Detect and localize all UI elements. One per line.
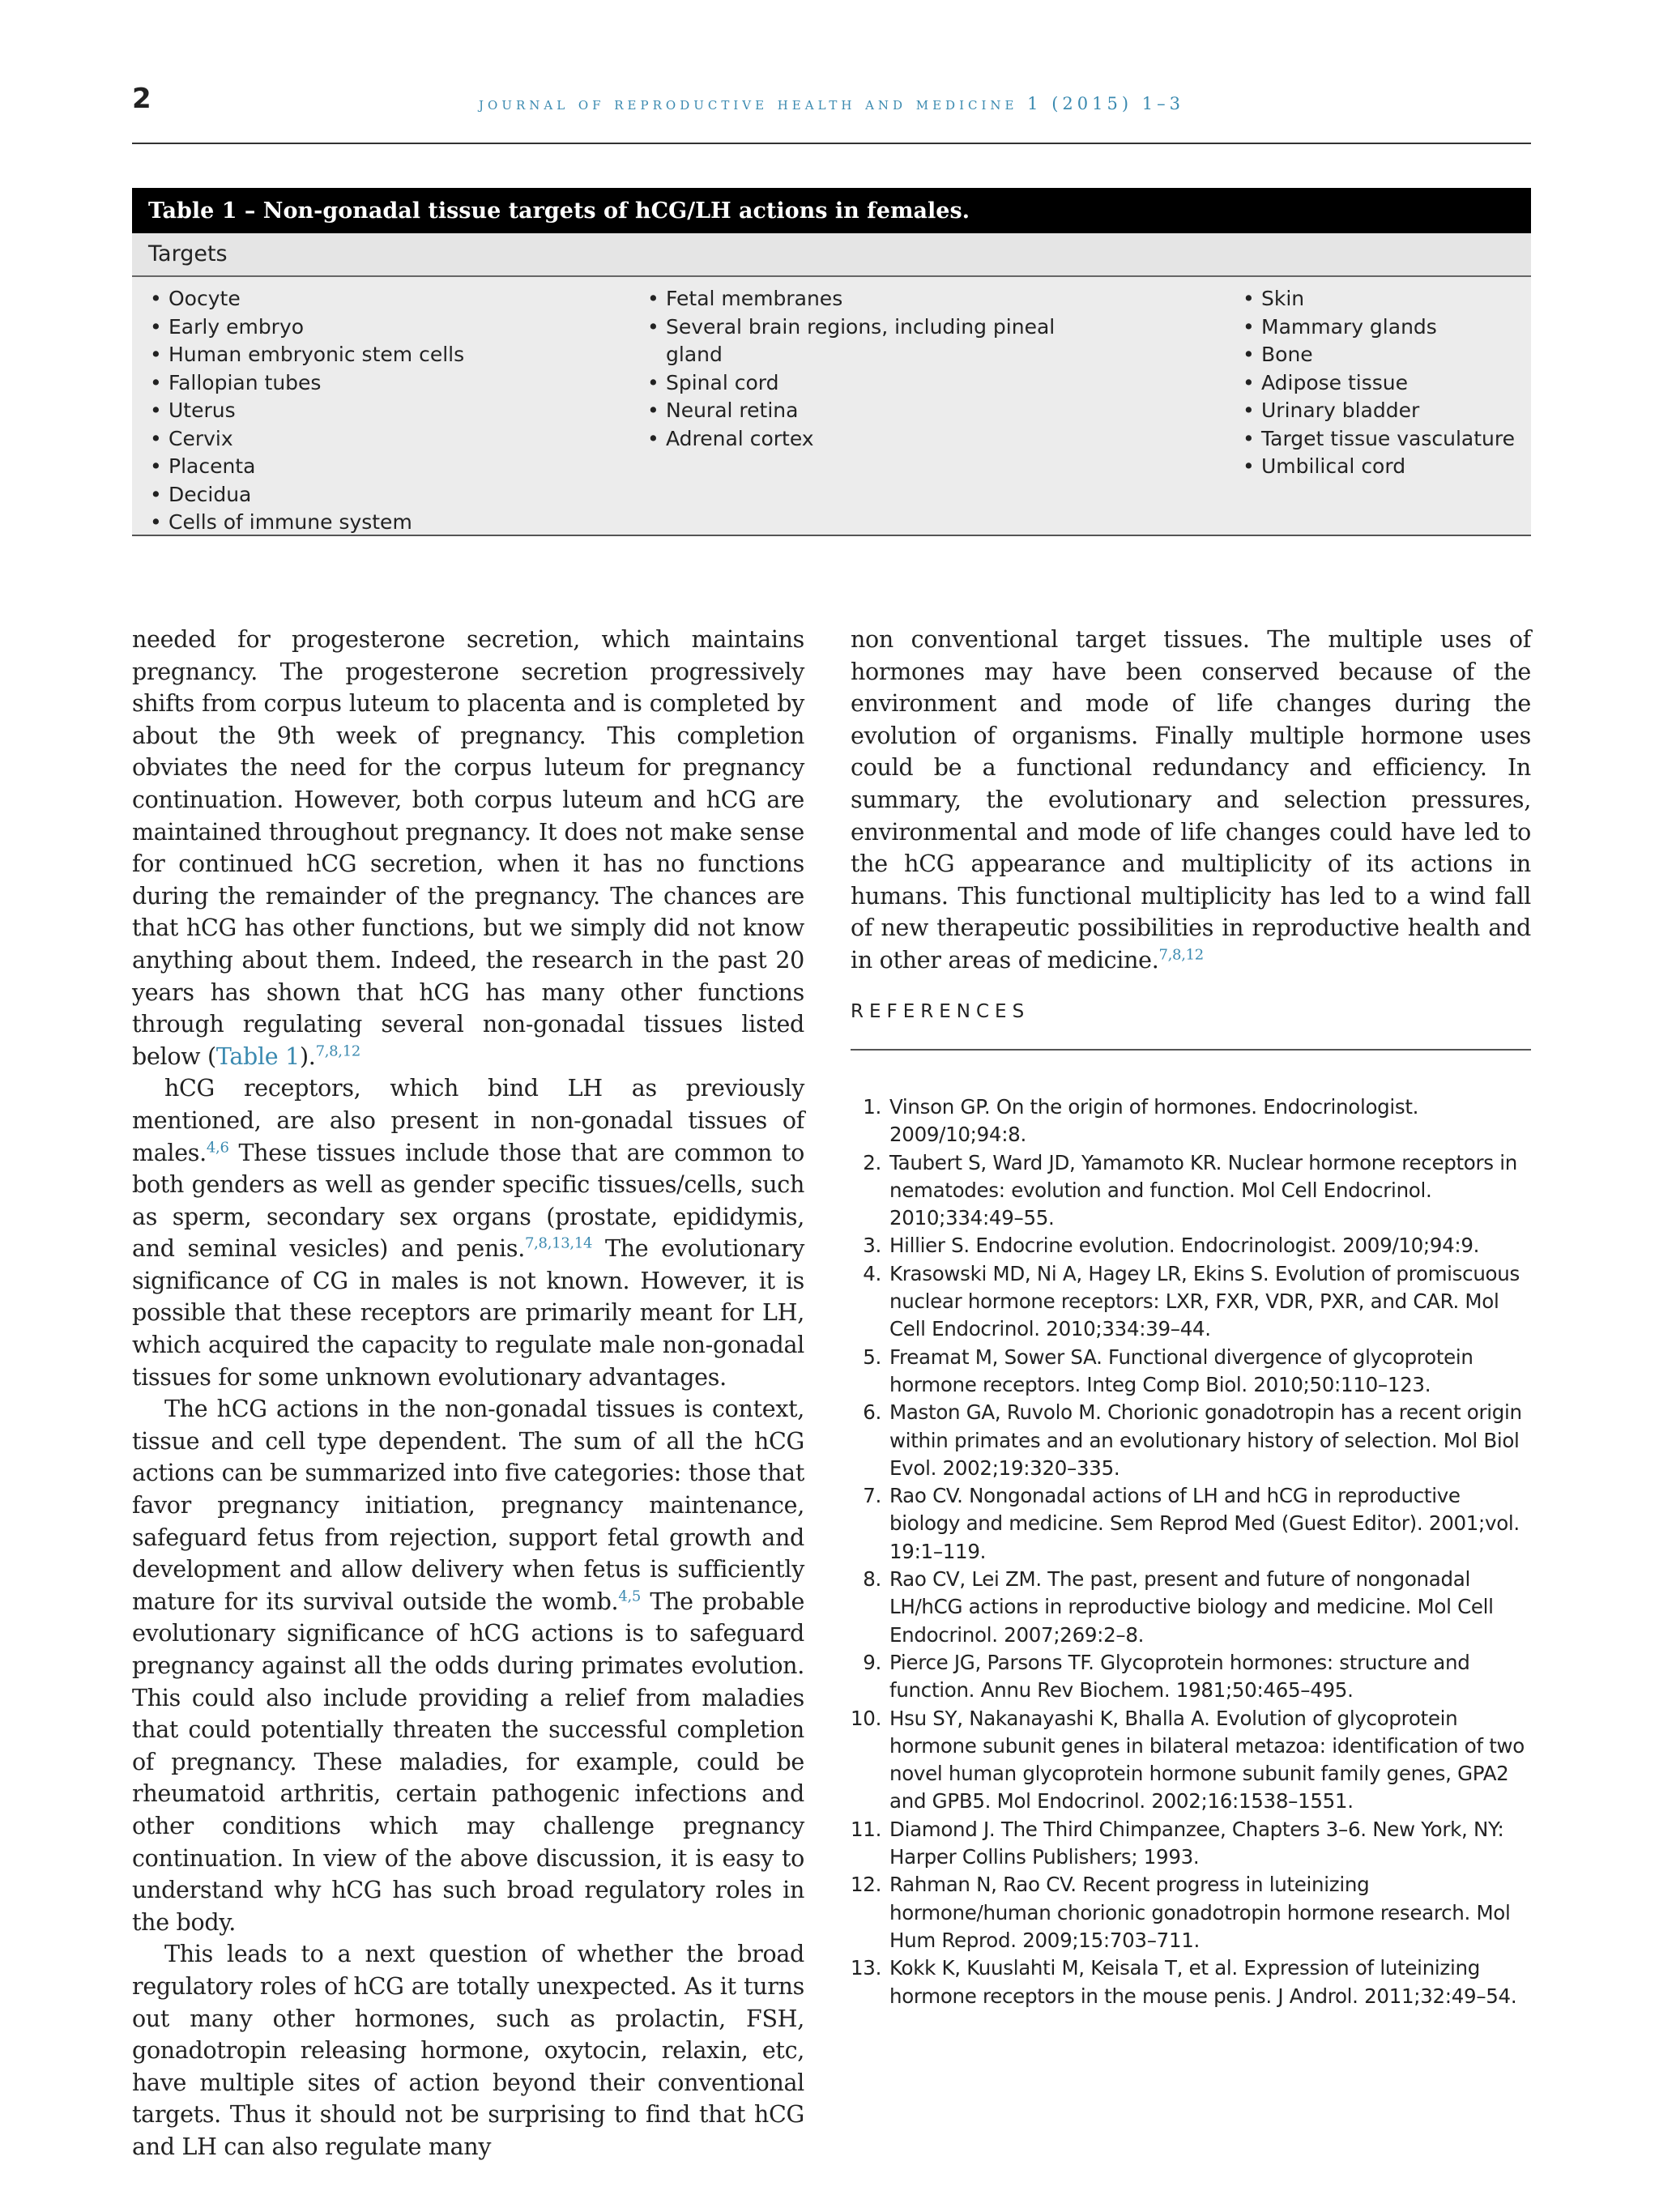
paragraph (132, 624, 804, 1072)
reference-number: 7. (863, 1484, 881, 1508)
references-rule (851, 1049, 1531, 1051)
reference-text: Krasowski MD, Ni A, Hagey LR, Ekins S. Evolution of promiscuous nuclear hormone receptors: LXR, FXR, VDR, PXR, and CAR. Mol Cell Endocrinol. 2010;334:39–44. (889, 1261, 1520, 1341)
list-item: • Adipose tissue (1241, 369, 1525, 398)
reference-number: 3. (863, 1234, 881, 1258)
citation-link[interactable]: 7,8,13,14 (524, 1234, 593, 1252)
text-run: non conventional target tissues. The multiple uses of hormones may have been conserved because of the environment and mode of life changes during the evolution of organisms. Finally multiple hormone uses could be a functional redundancy and efficiency. In summary, the evolutionary and selection pressures, environmental and mode of life changes could have led to the hCG appearance and multiplicity of its actions in humans. This functional multiplicity has led to a wind fall of new therapeutic possibilities in reproductive health and in other areas of medicine. (851, 626, 1531, 974)
text-run: The probable evolutionary significance of hCG actions is to safeguard pregnancy against all the odds during primates evolution. This could also include providing a relief from maladies that could potentially threaten the successful completion of pregnancy. These maladies, for example, could be rheumatoid arthritis, certain pathogenic infections and other conditions which may challenge pregnancy continuation. In view of the above discussion, it is easy to understand why hCG has such broad regulatory roles in the body. (132, 1588, 805, 1936)
text-run: hCG receptors, which bind LH as previously mentioned, are also present in non-gonadal tissues of males. (132, 1075, 804, 1166)
paragraph (132, 1072, 804, 1393)
references-heading: REFERENCES (851, 1001, 1030, 1022)
reference-list (851, 1093, 1531, 2010)
citation-link[interactable]: 7,8,12 (315, 1042, 361, 1060)
reference-item (851, 1816, 1531, 1872)
reference-item (851, 1399, 1531, 1482)
reference-text: Rao CV. Nongonadal actions of LH and hCG in reproductive biology and medicine. Sem Reprod Med (Guest Editor). 2001;vol. 19:1–119. (889, 1484, 1520, 1563)
reference-number: 10. (851, 1706, 882, 1730)
table-column-3 (1241, 285, 1525, 481)
reference-item (851, 1566, 1531, 1649)
citation-link[interactable]: 7,8,12 (1158, 946, 1204, 964)
reference-text: Hsu SY, Nakanayashi K, Bhalla A. Evolution of glycoprotein hormone subunit genes in bilateral metazoa: identification of two novel human glycoprotein hormone subunit family genes, GPA2 and GPB5. Mol Endocrinol. 2002;16:1538–1551. (889, 1706, 1525, 1813)
text-run: The hCG actions in the non-gonadal tissues is context, tissue and cell type dependent. The sum of all the hCG actions can be summarized into five categories: those that favor pregnancy initiation, pregnancy maintenance, safeguard fetus from rejection, support fetal growth and development and allow delivery when fetus is sufficiently mature for its survival outside the womb. (132, 1396, 804, 1615)
reference-number: 1. (863, 1095, 881, 1119)
text-run: needed for progesterone secretion, which maintains pregnancy. The progesterone secretion progressively shifts from corpus luteum to placenta and is completed by about the 9th week of pregnancy. This completion obviates the need for the corpus luteum for pregnancy continuation. However, both corpus luteum and hCG are maintained throughout pregnancy. It does not make sense for continued hCG secretion, when it has no functions during the remainder of the pregnancy. The chances are that hCG has other functions, but we simply did not know anything about them. Indeed, the research in the past 20 years has shown that hCG has many other functions through regulating several non-gonadal tissues listed below ( (132, 626, 804, 1070)
reference-number: 6. (863, 1400, 881, 1425)
reference-number: 12. (851, 1873, 882, 1897)
list-item: • Adrenal cortex (646, 425, 1099, 454)
reference-text: Maston GA, Ruvolo M. Chorionic gonadotropin has a recent origin within primates and an evolutionary history of selection. Mol Biol Evol. 2002;19:320–335. (889, 1400, 1522, 1480)
table-1 (132, 188, 1531, 536)
reference-number: 2. (863, 1150, 881, 1174)
list-item: • Spinal cord (646, 369, 1099, 398)
reference-item (851, 1705, 1531, 1816)
reference-number: 4. (863, 1261, 881, 1285)
reference-text: Rao CV, Lei ZM. The past, present and future of nongonadal LH/hCG actions in reproductive biology and medicine. Mol Cell Endocrinol. 2007;269:2–8. (889, 1567, 1494, 1647)
reference-item (851, 1344, 1531, 1400)
reference-text: Pierce JG, Parsons TF. Glycoprotein hormones: structure and function. Annu Rev Biochem. 1981;50:465–495. (889, 1650, 1470, 1703)
paragraph: This leads to a next question of whether the broad regulatory roles of hCG are totally unexpected. As it turns out many other hormones, such as prolactin, FSH, gonadotropin releasing hormone, oxytocin, relaxin, etc, have multiple sites of action beyond their conventional targets. Thus it should not be surprising to find that hCG and LH can also regulate many (132, 1941, 804, 2160)
reference-text: Diamond J. The Third Chimpanzee, Chapters 3–6. New York, NY: Harper Collins Publishers; 1993. (889, 1817, 1504, 1869)
citation-link[interactable]: 4,5 (618, 1588, 642, 1605)
reference-item (851, 1482, 1531, 1566)
list-item: • Early embryo (148, 313, 602, 342)
left-text-column (132, 624, 804, 2163)
table-1-link[interactable]: Table 1 (215, 1042, 300, 1070)
reference-text: Rahman N, Rao CV. Recent progress in luteinizing hormone/human chorionic gonadotropin hormone research. Mol Hum Reprod. 2009;15:703–711. (889, 1873, 1511, 1952)
list-item: • Neural retina (646, 397, 1099, 425)
reference-text: Hillier S. Endocrine evolution. Endocrinologist. 2009/10;94:9. (889, 1234, 1480, 1258)
list-item: • Several brain regions, including pineal gland (646, 313, 1099, 369)
list-item: • Fetal membranes (646, 285, 1099, 313)
list-item: • Cervix (148, 425, 602, 454)
right-text-column (851, 624, 1531, 977)
paragraph (132, 1393, 804, 1938)
table-body (132, 277, 1531, 536)
reference-item (851, 1149, 1531, 1233)
paragraph (851, 624, 1531, 977)
table-column-2 (646, 285, 1099, 453)
reference-item (851, 1871, 1531, 1954)
text-run: ). (299, 1042, 316, 1070)
reference-item (851, 1232, 1531, 1259)
table-column-1 (148, 285, 602, 537)
reference-number: 9. (863, 1650, 881, 1674)
reference-item (851, 1093, 1531, 1149)
reference-text: Taubert S, Ward JD, Yamamoto KR. Nuclear hormone receptors in nematodes: evolution and function. Mol Cell Endocrinol. 2010;334:49–55. (889, 1150, 1517, 1230)
list-item: • Bone (1241, 341, 1525, 369)
list-item: • Target tissue vasculature (1241, 425, 1525, 454)
list-item: • Human embryonic stem cells (148, 341, 602, 369)
list-item: • Decidua (148, 481, 602, 509)
list-item: • Oocyte (148, 285, 602, 313)
page-number: 2 (132, 83, 151, 115)
table-header: Targets (132, 233, 1531, 277)
journal-running-head: journal of reproductive health and medicine 1 (2015) 1–3 (479, 94, 1184, 113)
reference-item (851, 1649, 1531, 1705)
header-rule (132, 143, 1531, 144)
table-caption: Table 1 – Non-gonadal tissue targets of hCG/LH actions in females. (132, 188, 1531, 233)
reference-text: Kokk K, Kuuslahti M, Keisala T, et al. Expression of luteinizing hormone receptors in the mouse penis. J Androl. 2011;32:49–54. (889, 1956, 1517, 2008)
list-item: • Umbilical cord (1241, 453, 1525, 481)
citation-link[interactable]: 4,6 (206, 1139, 229, 1156)
reference-number: 13. (851, 1956, 882, 1980)
text-run: These tissues include those that are common to both genders as well as gender specific tissues/cells, such as sperm, secondary sex organs (prostate, epididymis, and seminal vesicles) and penis. (132, 1139, 804, 1263)
reference-number: 11. (851, 1817, 882, 1841)
text-run: The evolutionary significance of CG in males is not known. However, it is possible that these receptors are primarily meant for LH, which acquired the capacity to regulate male non-gonadal tissues for some unknown evolutionary advantages. (132, 1235, 804, 1391)
list-item: • Skin (1241, 285, 1525, 313)
list-item: • Placenta (148, 453, 602, 481)
list-item: • Fallopian tubes (148, 369, 602, 398)
reference-number: 5. (863, 1345, 881, 1369)
list-item: • Uterus (148, 397, 602, 425)
reference-text: Vinson GP. On the origin of hormones. Endocrinologist. 2009/10;94:8. (889, 1095, 1419, 1147)
list-item: • Urinary bladder (1241, 397, 1525, 425)
reference-item (851, 1260, 1531, 1344)
reference-item (851, 1954, 1531, 2010)
list-item: • Mammary glands (1241, 313, 1525, 342)
reference-text: Freamat M, Sower SA. Functional divergence of glycoprotein hormone receptors. Integ Comp Biol. 2010;50:110–123. (889, 1345, 1473, 1396)
reference-number: 8. (863, 1567, 881, 1592)
list-item: • Cells of immune system (148, 509, 602, 537)
